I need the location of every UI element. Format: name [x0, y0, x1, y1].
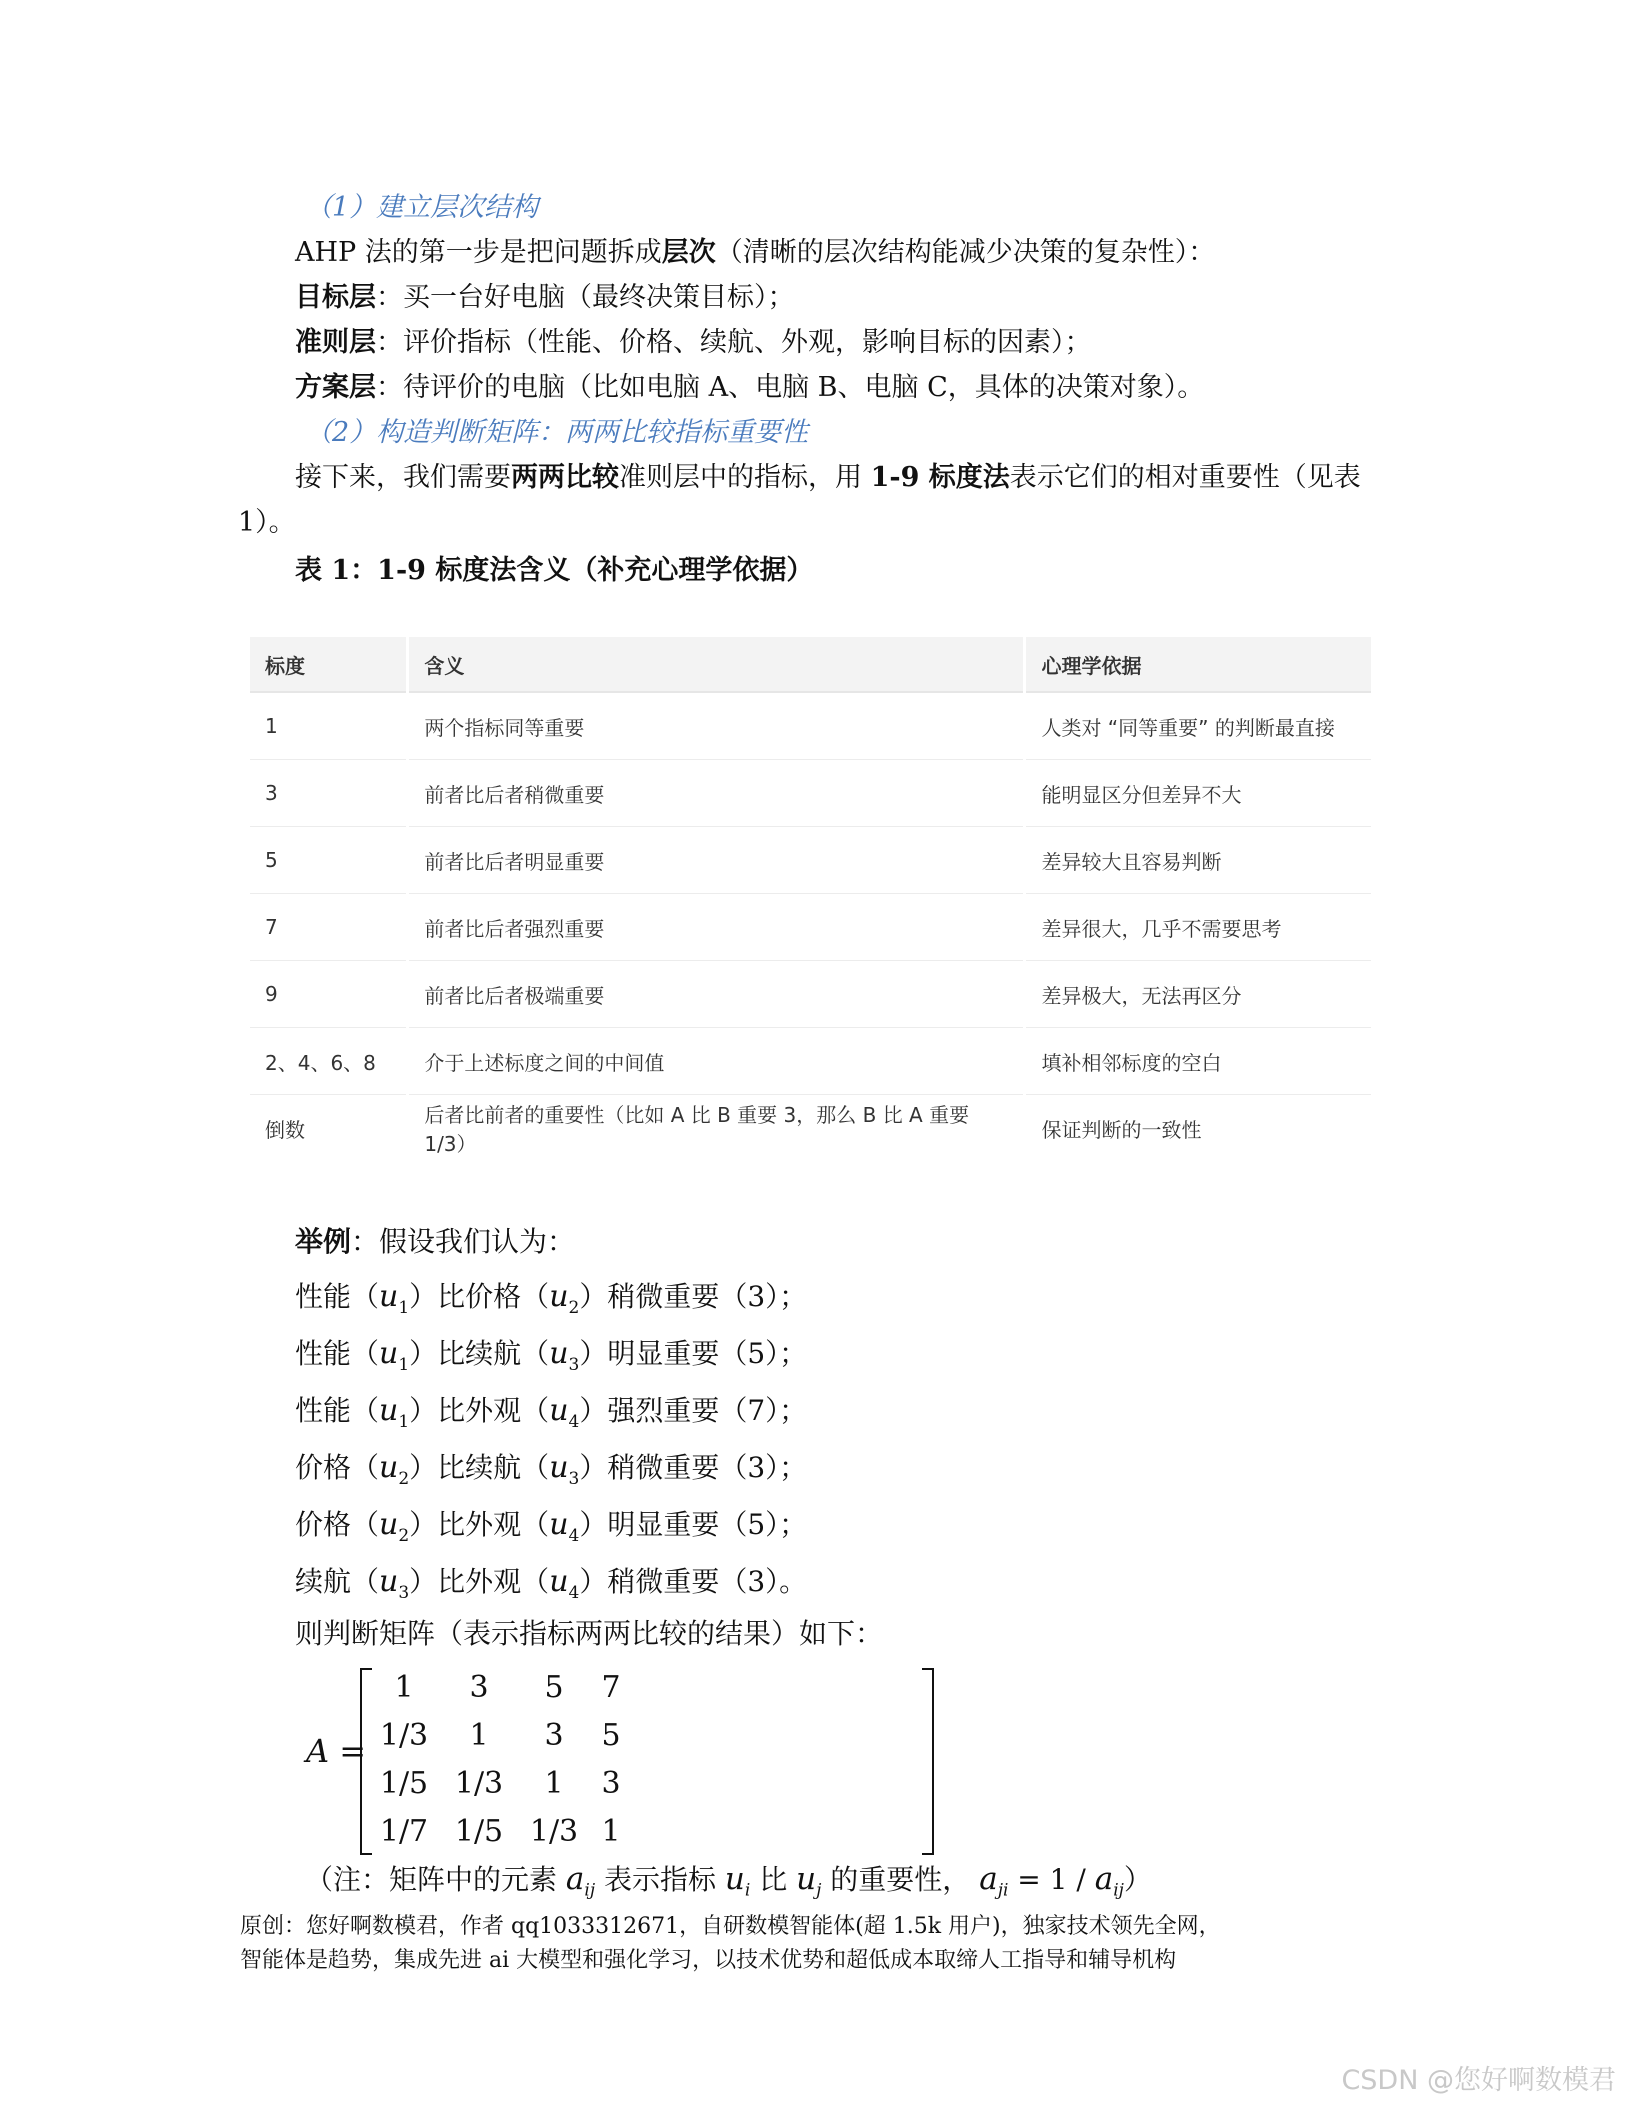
matrix-cell: 1 — [469, 1718, 489, 1753]
cell-basis: 能明显区分但差异不大 — [1025, 760, 1373, 827]
matrix-cell: 1 — [544, 1766, 564, 1801]
example-label: 举例：假设我们认为： — [295, 1225, 576, 1258]
matrix-cell: 1 — [394, 1670, 414, 1705]
section-title-judgment-matrix: （2）构造判断矩阵：两两比较指标重要性 — [305, 417, 809, 448]
cell-meaning: 介于上述标度之间的中间值 — [408, 1028, 1025, 1095]
comparison-line: 性能$(u_1)$比外观$(u_4)$强烈重要（7）； — [295, 1393, 808, 1432]
matrix-label: A = — [306, 1732, 367, 1770]
cell-basis: 差异较大且容易判断 — [1025, 827, 1373, 894]
cell-scale: 5 — [250, 827, 408, 894]
table-row — [250, 894, 1373, 961]
header-scale: 标度 — [250, 637, 408, 692]
cell-scale: 1 — [250, 692, 408, 760]
cell-basis: 差异极大，无法再区分 — [1025, 961, 1373, 1028]
matrix-cell: 1 — [601, 1814, 621, 1849]
comparison-line: 续航$(u_3)$比外观$(u_4)$稍微重要（3）。 — [295, 1564, 808, 1603]
judgment-matrix — [306, 1660, 646, 1850]
cell-scale: 3 — [250, 760, 408, 827]
cell-basis: 人类对 “同等重要” 的判断最直接 — [1025, 692, 1373, 760]
table-row — [250, 692, 1373, 760]
matrix-cell: 1/3 — [379, 1718, 429, 1753]
matrix-cell: 1/5 — [454, 1814, 504, 1849]
matrix-cell: 3 — [469, 1670, 489, 1705]
matrix-cell: 1/5 — [379, 1766, 429, 1801]
cell-basis: 保证判断的一致性 — [1025, 1095, 1373, 1162]
section-title-hierarchy: （1）建立层次结构 — [305, 192, 539, 223]
cell-meaning: 前者比后者极端重要 — [408, 961, 1025, 1028]
csdn-watermark: CSDN @您好啊数模君 — [1341, 2065, 1616, 2096]
scale-intro-paragraph: 接下来，我们需要两两比较准则层中的指标，用 1-9 标度法表示它们的相对重要性（见表 1）。 — [238, 462, 1361, 538]
comparison-line: 价格$(u_2)$比外观$(u_4)$明显重要（5）； — [295, 1507, 808, 1546]
table-header-row — [250, 637, 1373, 692]
cell-basis: 差异很大，几乎不需要思考 — [1025, 894, 1373, 961]
original-note-line-2: 智能体是趋势，集成先进 ai 大模型和强化学习，以技术优势和超低成本取缔人工指导和辅导机构 — [240, 1948, 1177, 1973]
matrix-note: （注：矩阵中的元素 $a_{ij}$ 表示指标 $u_i$ 比 $u_j$ 的重要性， $a_{ji} = 1 / a_{ij}$） — [305, 1861, 1152, 1901]
header-meaning: 含义 — [408, 637, 1025, 692]
matrix-cell: 7 — [601, 1670, 621, 1705]
matrix-cell: 1/3 — [454, 1766, 504, 1801]
table-caption: 表 1：1-9 标度法含义（补充心理学依据） — [295, 555, 814, 586]
matrix-right-bracket — [922, 1668, 934, 1855]
matrix-cell: 3 — [601, 1766, 621, 1801]
table-row — [250, 1095, 1373, 1162]
comparison-line: 性能$(u_1)$比续航$(u_3)$明显重要（5）； — [295, 1336, 808, 1375]
comparison-line: 性能$(u_1)$比价格$(u_2)$稍微重要（3）； — [295, 1279, 808, 1318]
criteria-layer: 准则层：评价指标（性能、价格、续航、外观，影响目标的因素）； — [295, 327, 1092, 358]
matrix-cell: 3 — [544, 1718, 564, 1753]
cell-meaning: 前者比后者稍微重要 — [408, 760, 1025, 827]
cell-scale: 倒数 — [250, 1095, 408, 1162]
alternative-layer: 方案层：待评价的电脑（比如电脑 A、电脑 B、电脑 C，具体的决策对象）。 — [295, 372, 1205, 403]
table-row — [250, 1028, 1373, 1095]
original-note-line-1: 原创：您好啊数模君，作者 qq1033312671，自研数模智能体(超 1.5k 用户)，独家技术领先全网， — [240, 1914, 1221, 1939]
matrix-cell: 5 — [544, 1670, 564, 1705]
table-row — [250, 760, 1373, 827]
cell-scale: 9 — [250, 961, 408, 1028]
matrix-cell: 1/3 — [529, 1814, 579, 1849]
matrix-cell: 1/7 — [379, 1814, 429, 1849]
cell-basis: 填补相邻标度的空白 — [1025, 1028, 1373, 1095]
table-row — [250, 961, 1373, 1028]
cell-meaning: 后者比前者的重要性（比如 A 比 B 重要 3，那么 B 比 A 重要 1/3） — [408, 1095, 1025, 1162]
header-basis: 心理学依据 — [1025, 637, 1373, 692]
matrix-intro: 则判断矩阵（表示指标两两比较的结果）如下： — [295, 1617, 884, 1650]
cell-meaning: 前者比后者强烈重要 — [408, 894, 1025, 961]
cell-meaning: 两个指标同等重要 — [408, 692, 1025, 760]
cell-scale: 7 — [250, 894, 408, 961]
table-row — [250, 827, 1373, 894]
goal-layer: 目标层：买一台好电脑（最终决策目标）； — [295, 282, 795, 313]
cell-meaning: 前者比后者明显重要 — [408, 827, 1025, 894]
scale-table — [250, 637, 1374, 1161]
cell-scale: 2、4、6、8 — [250, 1028, 408, 1095]
comparison-line: 价格$(u_2)$比续航$(u_3)$稍微重要（3）； — [295, 1450, 808, 1489]
intro-paragraph: AHP 法的第一步是把问题拆成层次（清晰的层次结构能减少决策的复杂性）： — [295, 237, 1216, 268]
matrix-cell: 5 — [601, 1718, 621, 1753]
